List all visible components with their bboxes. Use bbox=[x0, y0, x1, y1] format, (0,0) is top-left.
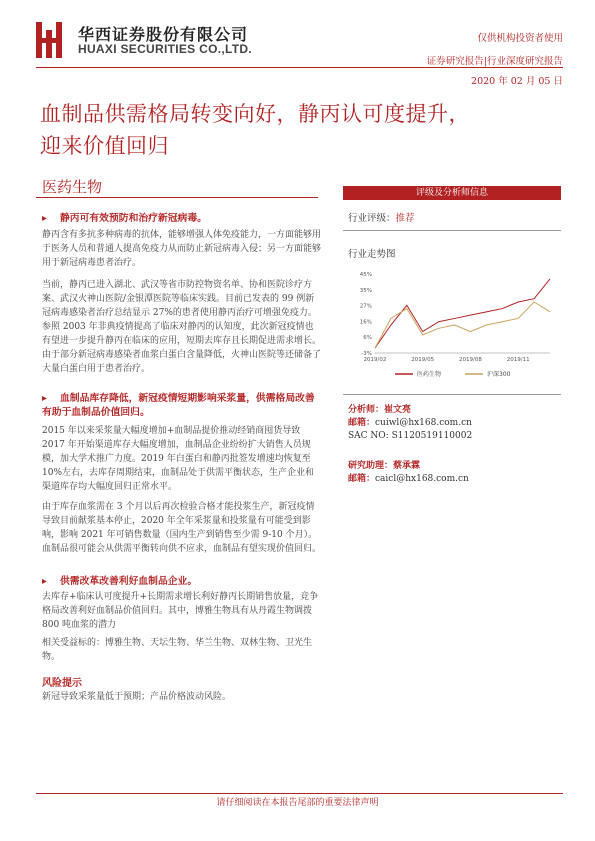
y-tick-label: 35% bbox=[359, 287, 372, 294]
company-logo bbox=[36, 22, 66, 58]
section-1-para-1: 静丙含有多抗多种病毒的抗体，能够增强人体免疫能力，一方面能够用于医务人员和普通人提高免疫力从而防止新冠病毒入侵；另一方面能够用于新冠病毒患者治疗。 bbox=[42, 230, 322, 268]
section-1-heading: ▸ 静丙可有效预防和治疗新冠病毒。 bbox=[42, 213, 207, 224]
footer-divider bbox=[36, 793, 563, 794]
section-3-heading: ▸ 供需改革改善利好血制品企业。 bbox=[42, 576, 198, 587]
report-type: 证券研究报告|行业深度研究报告 bbox=[426, 56, 563, 67]
legend-label-0: 医药生物 bbox=[417, 371, 442, 378]
industry-trend-chart bbox=[345, 268, 560, 383]
section-1-para-2: 当前，静丙已进入湖北、武汉等省市防控物资名单、协和医院诊疗方案、武汉火神山医院/金银潭医院等临床实践。目前已发表的 99 例新冠病毒感染者治疗总结显示 27%的患者使用静丙治疗可增强免疫力。参照 2003 年非典疫情提高了临床对静丙的认知度，此次新冠疫情也有望进一步提升静丙在临床的应用，短期去库存且长期促进需求增长。由于部分新冠病毒感染者血浆白蛋白含量降低，火神山医院等还储备了大量白蛋白用于患者治疗。 bbox=[42, 280, 322, 374]
section-2-para-1: 2015 年以来采浆量大幅度增加+血制品提价推动经销商囤货导致 2017 年开始渠道库存大幅度增加，血制品企业纷纷扩大销售人员规模，加大学术推广力度。2019 年白蛋白和静丙批签发增速均恢复至 10%左右，去库存周期结束，血制品处于供需平衡状态，生产企业和渠道库存均大幅度回归正常水平。 bbox=[42, 426, 315, 492]
assistant-block: 研究助理：蔡承霖 邮箱：caicl@hx168.com.cn bbox=[348, 461, 469, 484]
x-tick-label: 2019/05 bbox=[411, 357, 435, 363]
series-line-1 bbox=[375, 302, 550, 348]
legend-label-1: 沪深300 bbox=[487, 371, 511, 378]
analyst-email[interactable]: cuiwl@hx168.com.cn bbox=[375, 418, 472, 428]
section-3-para-2: 相关受益标的：博雅生物、天坛生物、华兰生物、双林生物、卫光生物。 bbox=[42, 638, 313, 662]
series-line-0 bbox=[375, 279, 550, 348]
sector-divider bbox=[36, 197, 318, 198]
footer-disclaimer: 请仔细阅读在本报告尾部的重要法律声明 bbox=[216, 798, 379, 808]
section-2-heading: ▸ 血制品库存降低，新冠疫情短期影响采浆量，供需格局改善有助于血制品价值回归。 bbox=[42, 393, 315, 418]
section-2-para-2: 由于库存血浆需在 3 个月以后再次检验合格才能投浆生产，新冠疫情导致目前献浆基本停止，2020 年全年采浆量和投浆量有可能受到影响，影响 2021 年可销售数量（国内生产到销售至少需 9-10 个月）。血制品很可能会从供需平衡转向供不应求，血制品有望实现价值回归。 bbox=[42, 502, 322, 554]
report-title-line2: 迎来价值回归 bbox=[40, 134, 169, 158]
assistant-email[interactable]: caicl@hx168.com.cn bbox=[375, 474, 469, 484]
x-tick-label: 2019/08 bbox=[459, 357, 482, 363]
y-tick-label: 6% bbox=[363, 335, 372, 342]
chart-divider bbox=[343, 394, 561, 395]
risk-text: 新冠导致采浆量低于预期；产品价格波动风险。 bbox=[42, 692, 232, 702]
y-tick-label: 45% bbox=[359, 272, 372, 278]
trend-title: 行业走势图 bbox=[348, 249, 396, 260]
y-tick-label: -3% bbox=[361, 351, 372, 357]
arrow-right-icon: ▸ bbox=[42, 576, 47, 587]
y-tick-label: 16% bbox=[359, 319, 372, 326]
x-tick-label: 2019/02 bbox=[363, 357, 387, 363]
sector-label: 医药生物 bbox=[42, 178, 103, 196]
rating-box-title: 评级及分析师信息 bbox=[343, 186, 561, 200]
company-name-en: HUAXI SECURITIES CO.,LTD. bbox=[78, 42, 252, 56]
rating-divider bbox=[343, 230, 561, 231]
audience-tag: 仅供机构投资者使用 bbox=[477, 33, 563, 44]
arrow-right-icon: ▸ bbox=[42, 393, 47, 404]
y-tick-label: 27% bbox=[359, 303, 372, 310]
header-divider bbox=[36, 67, 563, 68]
analyst-block: 分析师：崔文亮 邮箱：cuiwl@hx168.com.cn SAC NO: S1120519110002 bbox=[348, 405, 473, 441]
industry-rating: 行业评级：推荐 bbox=[348, 213, 415, 224]
report-date: 2020 年 02 月 05 日 bbox=[471, 76, 563, 87]
section-3-para-1: 去库存+临床认可度提升+长期需求增长利好静丙长期销售放量，竞争格局改善利好血制品价值回归。其中，博雅生物具有从丹霞生物调拨 800 吨血浆的潜力 bbox=[42, 592, 319, 630]
report-title-line1: 血制品供需格局转变向好，静丙认可度提升， bbox=[40, 102, 470, 126]
company-name-cn: 华西证券股份有限公司 bbox=[78, 25, 249, 44]
arrow-right-icon: ▸ bbox=[42, 213, 47, 224]
risk-heading: 风险提示 bbox=[42, 678, 82, 689]
x-tick-label: 2019/11 bbox=[506, 357, 530, 363]
